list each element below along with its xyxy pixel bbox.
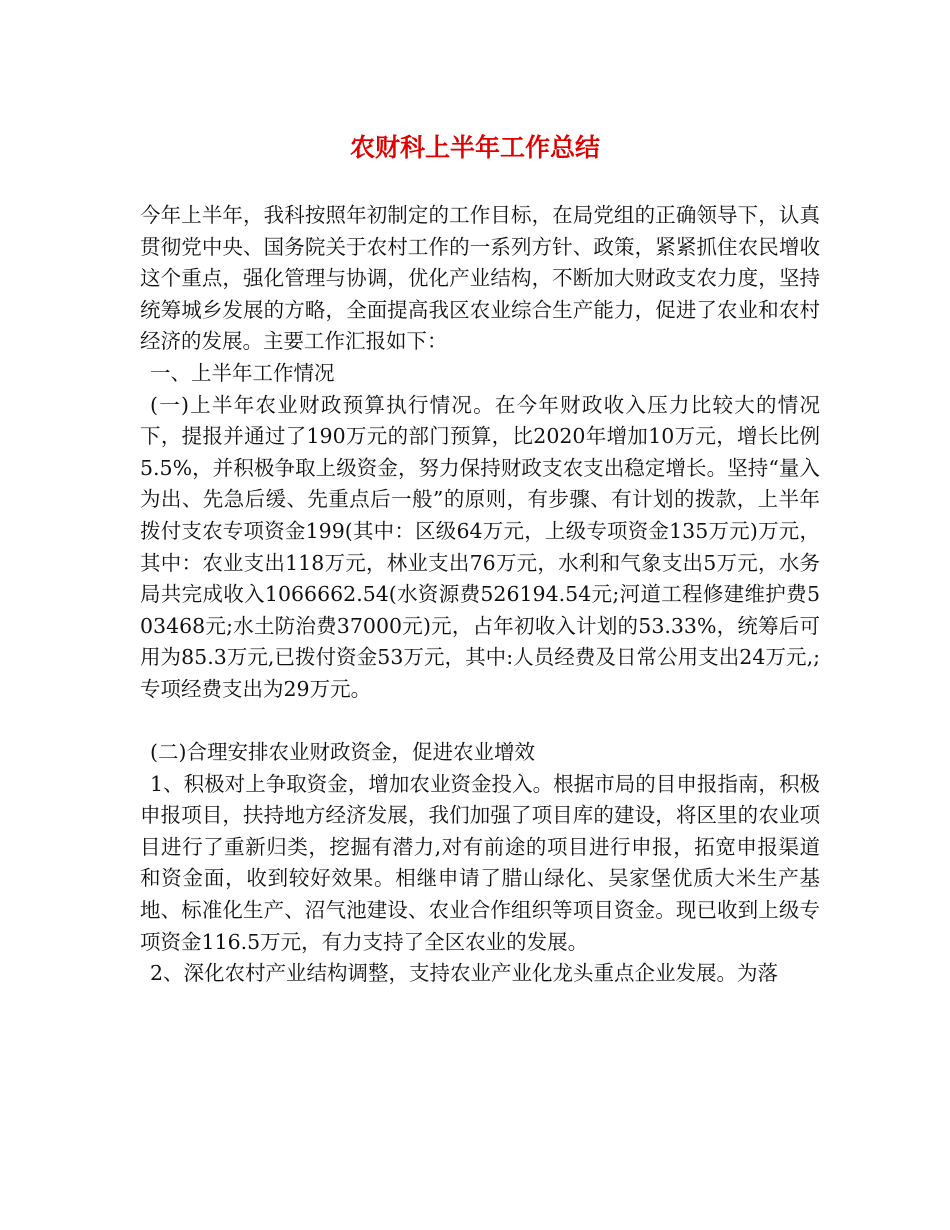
paragraph-spacer (140, 706, 820, 738)
intro-paragraph: 今年上半年，我科按照年初制定的工作目标，在局党组的正确领导下，认真贯彻党中央、国务院关于农村工作的一系列方针、政策，紧紧抓住农民增收这个重点，强化管理与协调，优化产业结构，不断加大财政支农力度，坚持统筹城乡发展的方略，全面提高我区农业综合生产能力，促进了农业和农村经济的发展。主要工作汇报如下： (140, 203, 820, 354)
section-heading-2: (二)合理安排农业财政资金，促进农业增效 (150, 740, 535, 765)
section-2-item-1: 1、积极对上争取资金，增加农业资金投入。根据市局的目申报指南，积极申报项目，扶持地方经济发展，我们加强了项目库的建设，将区里的农业项目进行了重新归类，挖掘有潜力,对有前途的项目进行申报，拓宽申报渠道和资金面，收到较好效果。相继申请了腊山绿化、吴家堡优质大米生产基地、标准化生产、沼气池建设、农业合作组织等项目资金。现已收到上级专项资金116.5万元，有力支持了全区农业的发展。 (140, 771, 820, 954)
document-title: 农财科上半年工作总结 (349, 133, 600, 162)
section-heading-1: 一、上半年工作情况 (150, 360, 335, 385)
document-body (140, 200, 820, 990)
section-2-item-2: 2、深化农村产业结构调整，支持农业产业化龙头重点企业发展。为落 (150, 961, 779, 986)
section-1-paragraph: (一)上半年农业财政预算执行情况。在今年财政收入压力比较大的情况下，提报并通过了190万元的部门预算，比2020年增加10万元，增长比例5.5%，并积极争取上级资金，努力保持财政支农支出稳定增长。坚持“量入为出、先急后缓、先重点后一般”的原则，有步骤、有计划的拨款，上半年拨付支农专项资金199(其中：区级64万元，上级专项资金135万元)万元，其中：农业支出118万元，林业支出76万元，水利和气象支出5万元，水务局共完成收入1066662.54(水资源费526194.54元;河道工程修建维护费503468元;水土防治费37000元)元，占年初收入计划的53.33%，统筹后可用为85.3万元,已拨付资金53万元，其中:人员经费及日常公用支出24万元,;专项经费支出为29万元。 (140, 392, 820, 701)
